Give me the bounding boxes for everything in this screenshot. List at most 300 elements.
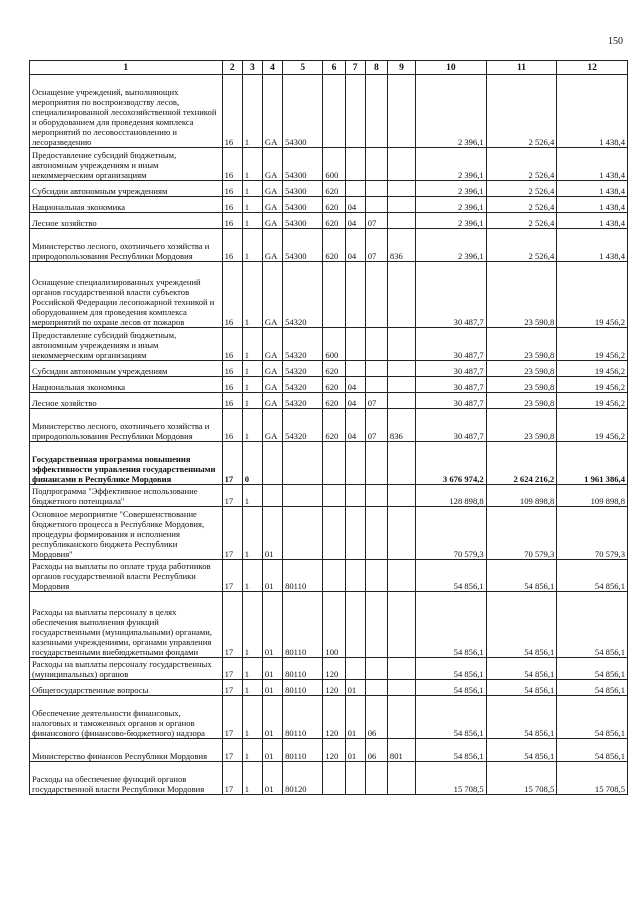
- cell-y3: 19 456,2: [557, 409, 628, 442]
- cell-mn: [387, 560, 415, 592]
- cell-y3: 15 708,5: [557, 762, 628, 795]
- cell-mn: [387, 507, 415, 560]
- cell-main: GA: [262, 377, 282, 393]
- page-number: 150: [608, 36, 623, 47]
- cell-y3: 54 856,1: [557, 739, 628, 762]
- cell-mn: [387, 485, 415, 507]
- cell-y2: 23 590,8: [486, 377, 557, 393]
- cell-sub: 1: [242, 328, 262, 361]
- cell-dir: 80110: [283, 560, 323, 592]
- cell-main: GA: [262, 213, 282, 229]
- cell-rz: 04: [345, 409, 365, 442]
- cell-mn: [387, 377, 415, 393]
- cell-y3: 1 438,4: [557, 148, 628, 181]
- cell-name: Лесное хозяйство: [30, 393, 223, 409]
- cell-rz: [345, 507, 365, 560]
- cell-main: [262, 485, 282, 507]
- cell-y3: 1 438,4: [557, 213, 628, 229]
- cell-dir: 54320: [283, 393, 323, 409]
- header-cell-dir: 5: [283, 61, 323, 75]
- cell-main: GA: [262, 148, 282, 181]
- cell-rz: [345, 262, 365, 328]
- cell-mn: [387, 148, 415, 181]
- cell-name: Оснащение учреждений, выполняющих мероприятия по воспроизводству лесов, специализированной лесохозяйственной техникой и оборудованием для проведения комплекса мероприятий по лесовосстановлению и лесоразведению: [30, 75, 223, 148]
- cell-glav: 16: [222, 328, 242, 361]
- table-row: [30, 592, 628, 658]
- cell-rz: [345, 560, 365, 592]
- cell-mn: [387, 262, 415, 328]
- header-cell-name: 1: [30, 61, 223, 75]
- cell-name: Предоставление субсидий бюджетным, автономным учреждениям и иным некоммерческим организациям: [30, 148, 223, 181]
- cell-vr: [323, 762, 345, 795]
- header-cell-pr: 8: [365, 61, 387, 75]
- cell-glav: 16: [222, 75, 242, 148]
- cell-y1: 30 487,7: [416, 328, 487, 361]
- cell-mn: [387, 328, 415, 361]
- cell-glav: 17: [222, 739, 242, 762]
- cell-main: 01: [262, 680, 282, 696]
- cell-y1: 54 856,1: [416, 592, 487, 658]
- cell-sub: 1: [242, 560, 262, 592]
- cell-mn: [387, 762, 415, 795]
- cell-rz: [345, 762, 365, 795]
- cell-y1: 2 396,1: [416, 75, 487, 148]
- header-cell-rz: 7: [345, 61, 365, 75]
- budget-table: [29, 60, 628, 795]
- cell-y1: 2 396,1: [416, 197, 487, 213]
- cell-sub: 0: [242, 442, 262, 485]
- cell-pr: [365, 762, 387, 795]
- table-row: [30, 213, 628, 229]
- cell-main: 01: [262, 592, 282, 658]
- cell-name: Субсидии автономным учреждениям: [30, 361, 223, 377]
- cell-glav: 17: [222, 485, 242, 507]
- cell-vr: 620: [323, 409, 345, 442]
- cell-y2: 23 590,8: [486, 262, 557, 328]
- cell-y2: 2 526,4: [486, 148, 557, 181]
- cell-vr: 120: [323, 658, 345, 680]
- cell-vr: 600: [323, 328, 345, 361]
- cell-y3: 19 456,2: [557, 328, 628, 361]
- cell-y3: 54 856,1: [557, 658, 628, 680]
- cell-y3: 1 961 386,4: [557, 442, 628, 485]
- cell-y1: 30 487,7: [416, 393, 487, 409]
- cell-mn: [387, 592, 415, 658]
- cell-main: GA: [262, 409, 282, 442]
- cell-y2: 15 708,5: [486, 762, 557, 795]
- cell-mn: [387, 213, 415, 229]
- cell-vr: [323, 75, 345, 148]
- cell-name: Государственная программа повышения эффективности управления государственными финансами в Республике Мордовия: [30, 442, 223, 485]
- cell-name: Министерство лесного, охотничьего хозяйства и природопользования Республики Мордовия: [30, 229, 223, 262]
- cell-glav: 17: [222, 560, 242, 592]
- table-row: [30, 393, 628, 409]
- cell-sub: 1: [242, 377, 262, 393]
- cell-dir: 80110: [283, 739, 323, 762]
- cell-pr: [365, 560, 387, 592]
- cell-sub: 1: [242, 696, 262, 739]
- header-cell-y1: 10: [416, 61, 487, 75]
- cell-dir: 80110: [283, 592, 323, 658]
- cell-sub: 1: [242, 361, 262, 377]
- cell-name: Расходы на выплаты по оплате труда работников органов государственной власти Республики Мордовия: [30, 560, 223, 592]
- cell-sub: 1: [242, 680, 262, 696]
- cell-y2: 2 526,4: [486, 75, 557, 148]
- cell-mn: [387, 696, 415, 739]
- cell-name: Субсидии автономным учреждениям: [30, 181, 223, 197]
- cell-dir: 54320: [283, 409, 323, 442]
- cell-vr: [323, 262, 345, 328]
- cell-dir: 80110: [283, 680, 323, 696]
- cell-glav: 17: [222, 442, 242, 485]
- cell-pr: 07: [365, 213, 387, 229]
- cell-main: GA: [262, 197, 282, 213]
- header-row: [30, 61, 628, 75]
- table-row: [30, 262, 628, 328]
- cell-main: 01: [262, 560, 282, 592]
- cell-sub: 1: [242, 262, 262, 328]
- cell-y2: 2 526,4: [486, 213, 557, 229]
- cell-y1: 54 856,1: [416, 680, 487, 696]
- cell-sub: 1: [242, 75, 262, 148]
- cell-dir: 80110: [283, 696, 323, 739]
- table-row: [30, 361, 628, 377]
- cell-main: GA: [262, 262, 282, 328]
- cell-mn: [387, 393, 415, 409]
- header-cell-mn: 9: [387, 61, 415, 75]
- table-row: [30, 409, 628, 442]
- table-row: [30, 680, 628, 696]
- cell-main: GA: [262, 361, 282, 377]
- cell-dir: 80110: [283, 658, 323, 680]
- cell-name: Основное мероприятие "Совершенствование бюджетного процесса в Республике Мордовия, процедуры формирования и исполнения республиканского бюджета Республики Мордовия": [30, 507, 223, 560]
- cell-sub: 1: [242, 485, 262, 507]
- cell-y1: 54 856,1: [416, 560, 487, 592]
- cell-y2: 70 579,3: [486, 507, 557, 560]
- header-cell-glav: 2: [222, 61, 242, 75]
- cell-y1: 30 487,7: [416, 409, 487, 442]
- cell-sub: 1: [242, 229, 262, 262]
- cell-y3: 54 856,1: [557, 592, 628, 658]
- cell-main: 01: [262, 696, 282, 739]
- cell-dir: [283, 442, 323, 485]
- cell-pr: 06: [365, 696, 387, 739]
- table-row: [30, 197, 628, 213]
- cell-main: 01: [262, 658, 282, 680]
- cell-sub: 1: [242, 148, 262, 181]
- cell-rz: 04: [345, 377, 365, 393]
- cell-pr: [365, 680, 387, 696]
- cell-dir: 54300: [283, 181, 323, 197]
- cell-vr: 620: [323, 213, 345, 229]
- cell-sub: 1: [242, 197, 262, 213]
- cell-name: Предоставление субсидий бюджетным, автономным учреждениям и иным некоммерческим организациям: [30, 328, 223, 361]
- cell-pr: [365, 507, 387, 560]
- cell-y2: 23 590,8: [486, 328, 557, 361]
- cell-rz: [345, 485, 365, 507]
- cell-vr: 620: [323, 181, 345, 197]
- cell-pr: [365, 592, 387, 658]
- cell-y1: 2 396,1: [416, 229, 487, 262]
- cell-vr: 600: [323, 148, 345, 181]
- cell-name: Расходы на выплаты персоналу государственных (муниципальных) органов: [30, 658, 223, 680]
- cell-rz: 01: [345, 680, 365, 696]
- table-row: [30, 181, 628, 197]
- cell-dir: 54300: [283, 197, 323, 213]
- cell-vr: 620: [323, 361, 345, 377]
- cell-mn: [387, 181, 415, 197]
- cell-mn: [387, 680, 415, 696]
- cell-glav: 16: [222, 262, 242, 328]
- cell-pr: 07: [365, 393, 387, 409]
- cell-glav: 16: [222, 213, 242, 229]
- cell-name: Обеспечение деятельности финансовых, налоговых и таможенных органов и органов финансового (финансово-бюджетного) надзора: [30, 696, 223, 739]
- cell-glav: 17: [222, 592, 242, 658]
- cell-y3: 1 438,4: [557, 197, 628, 213]
- cell-vr: [323, 507, 345, 560]
- cell-y1: 3 676 974,2: [416, 442, 487, 485]
- cell-pr: [365, 148, 387, 181]
- cell-pr: [365, 328, 387, 361]
- cell-rz: 04: [345, 393, 365, 409]
- table-row: [30, 696, 628, 739]
- cell-name: Министерство лесного, охотничьего хозяйства и природопользования Республики Мордовия: [30, 409, 223, 442]
- cell-sub: 1: [242, 409, 262, 442]
- cell-pr: 07: [365, 409, 387, 442]
- cell-y3: 1 438,4: [557, 229, 628, 262]
- cell-dir: 54320: [283, 377, 323, 393]
- table-row: [30, 148, 628, 181]
- cell-sub: 1: [242, 739, 262, 762]
- cell-mn: [387, 361, 415, 377]
- cell-glav: 16: [222, 377, 242, 393]
- cell-name: Оснащение специализированных учреждений органов государственной власти субъектов Российской Федерации лесопожарной техникой и оборудованием для проведения комплекса мероприятий по охране лесов от пожаров: [30, 262, 223, 328]
- cell-glav: 16: [222, 409, 242, 442]
- cell-y1: 30 487,7: [416, 361, 487, 377]
- cell-vr: 620: [323, 197, 345, 213]
- header-cell-y3: 12: [557, 61, 628, 75]
- cell-dir: 80120: [283, 762, 323, 795]
- cell-dir: 54300: [283, 229, 323, 262]
- cell-rz: [345, 658, 365, 680]
- cell-vr: [323, 485, 345, 507]
- cell-glav: 16: [222, 361, 242, 377]
- cell-main: GA: [262, 229, 282, 262]
- cell-y2: 2 526,4: [486, 181, 557, 197]
- cell-vr: [323, 560, 345, 592]
- cell-name: Лесное хозяйство: [30, 213, 223, 229]
- table-row: [30, 328, 628, 361]
- cell-sub: 1: [242, 658, 262, 680]
- cell-main: GA: [262, 75, 282, 148]
- header-cell-main: 4: [262, 61, 282, 75]
- cell-rz: [345, 75, 365, 148]
- table-row: [30, 658, 628, 680]
- cell-main: [262, 442, 282, 485]
- cell-main: GA: [262, 393, 282, 409]
- cell-dir: [283, 485, 323, 507]
- cell-pr: [365, 485, 387, 507]
- cell-mn: 801: [387, 739, 415, 762]
- cell-name: Расходы на выплаты персоналу в целях обеспечения выполнения функций государственными (муниципальными) органами, казенными учреждениями, органами управления государственными внебюджетными фондами: [30, 592, 223, 658]
- cell-glav: 17: [222, 680, 242, 696]
- cell-pr: 06: [365, 739, 387, 762]
- cell-y3: 54 856,1: [557, 680, 628, 696]
- cell-pr: [365, 197, 387, 213]
- cell-glav: 16: [222, 229, 242, 262]
- cell-glav: 16: [222, 197, 242, 213]
- table-row: [30, 762, 628, 795]
- cell-dir: 54300: [283, 148, 323, 181]
- header-cell-vr: 6: [323, 61, 345, 75]
- table-row: [30, 485, 628, 507]
- cell-mn: 836: [387, 229, 415, 262]
- cell-rz: 04: [345, 197, 365, 213]
- cell-y2: 54 856,1: [486, 560, 557, 592]
- cell-glav: 16: [222, 393, 242, 409]
- cell-vr: 620: [323, 377, 345, 393]
- cell-name: Национальная экономика: [30, 197, 223, 213]
- table-row: [30, 560, 628, 592]
- cell-sub: 1: [242, 507, 262, 560]
- header-cell-y2: 11: [486, 61, 557, 75]
- cell-dir: 54300: [283, 213, 323, 229]
- cell-sub: 1: [242, 213, 262, 229]
- cell-y3: 70 579,3: [557, 507, 628, 560]
- cell-y2: 54 856,1: [486, 658, 557, 680]
- cell-y3: 1 438,4: [557, 75, 628, 148]
- cell-glav: 17: [222, 658, 242, 680]
- cell-y1: 2 396,1: [416, 213, 487, 229]
- cell-sub: 1: [242, 592, 262, 658]
- cell-rz: [345, 328, 365, 361]
- table-row: [30, 377, 628, 393]
- cell-rz: [345, 148, 365, 181]
- cell-y1: 30 487,7: [416, 377, 487, 393]
- cell-rz: [345, 181, 365, 197]
- cell-rz: [345, 361, 365, 377]
- cell-main: GA: [262, 181, 282, 197]
- cell-y2: 2 526,4: [486, 197, 557, 213]
- cell-name: Национальная экономика: [30, 377, 223, 393]
- cell-y3: 109 898,8: [557, 485, 628, 507]
- cell-glav: 16: [222, 181, 242, 197]
- cell-mn: [387, 75, 415, 148]
- cell-y1: 2 396,1: [416, 181, 487, 197]
- cell-mn: [387, 442, 415, 485]
- cell-vr: 620: [323, 229, 345, 262]
- cell-glav: 17: [222, 507, 242, 560]
- cell-sub: 1: [242, 762, 262, 795]
- cell-y2: 23 590,8: [486, 409, 557, 442]
- cell-dir: 54320: [283, 262, 323, 328]
- cell-y2: 23 590,8: [486, 361, 557, 377]
- cell-name: Подпрограмма "Эффективное использование бюджетного потенциала": [30, 485, 223, 507]
- cell-sub: 1: [242, 181, 262, 197]
- cell-vr: 120: [323, 696, 345, 739]
- cell-vr: 120: [323, 680, 345, 696]
- cell-rz: 01: [345, 739, 365, 762]
- cell-y2: 54 856,1: [486, 696, 557, 739]
- cell-rz: 04: [345, 229, 365, 262]
- cell-y3: 54 856,1: [557, 560, 628, 592]
- cell-name: Министерство финансов Республики Мордовия: [30, 739, 223, 762]
- cell-y3: 19 456,2: [557, 393, 628, 409]
- cell-main: GA: [262, 328, 282, 361]
- cell-pr: [365, 442, 387, 485]
- cell-y1: 70 579,3: [416, 507, 487, 560]
- cell-y1: 128 898,8: [416, 485, 487, 507]
- cell-y2: 2 526,4: [486, 229, 557, 262]
- cell-glav: 17: [222, 762, 242, 795]
- cell-dir: 54300: [283, 75, 323, 148]
- cell-y3: 19 456,2: [557, 262, 628, 328]
- cell-main: 01: [262, 739, 282, 762]
- cell-dir: 54320: [283, 361, 323, 377]
- cell-main: 01: [262, 762, 282, 795]
- cell-y3: 19 456,2: [557, 377, 628, 393]
- cell-rz: 01: [345, 696, 365, 739]
- table-row: [30, 739, 628, 762]
- cell-y1: 2 396,1: [416, 148, 487, 181]
- cell-y2: 2 624 216,2: [486, 442, 557, 485]
- cell-y3: 1 438,4: [557, 181, 628, 197]
- cell-y3: 19 456,2: [557, 361, 628, 377]
- cell-mn: 836: [387, 409, 415, 442]
- cell-y1: 54 856,1: [416, 696, 487, 739]
- cell-vr: 620: [323, 393, 345, 409]
- cell-y1: 30 487,7: [416, 262, 487, 328]
- cell-rz: [345, 442, 365, 485]
- cell-pr: [365, 361, 387, 377]
- cell-y2: 54 856,1: [486, 680, 557, 696]
- table-row: [30, 442, 628, 485]
- header-cell-sub: 3: [242, 61, 262, 75]
- cell-y2: 54 856,1: [486, 592, 557, 658]
- cell-pr: [365, 181, 387, 197]
- cell-glav: 16: [222, 148, 242, 181]
- cell-pr: [365, 75, 387, 148]
- cell-y1: 15 708,5: [416, 762, 487, 795]
- cell-vr: 100: [323, 592, 345, 658]
- cell-pr: [365, 377, 387, 393]
- cell-main: 01: [262, 507, 282, 560]
- cell-vr: [323, 442, 345, 485]
- cell-y3: 54 856,1: [557, 696, 628, 739]
- cell-sub: 1: [242, 393, 262, 409]
- cell-rz: 04: [345, 213, 365, 229]
- cell-y2: 109 898,8: [486, 485, 557, 507]
- cell-dir: [283, 507, 323, 560]
- cell-mn: [387, 658, 415, 680]
- cell-vr: 120: [323, 739, 345, 762]
- cell-pr: 07: [365, 229, 387, 262]
- cell-mn: [387, 197, 415, 213]
- table-row: [30, 229, 628, 262]
- cell-rz: [345, 592, 365, 658]
- cell-y1: 54 856,1: [416, 658, 487, 680]
- cell-pr: [365, 262, 387, 328]
- table-row: [30, 507, 628, 560]
- cell-name: Расходы на обеспечение функций органов государственной власти Республики Мордовия: [30, 762, 223, 795]
- cell-glav: 17: [222, 696, 242, 739]
- cell-dir: 54320: [283, 328, 323, 361]
- cell-pr: [365, 658, 387, 680]
- table-row: [30, 75, 628, 148]
- cell-y2: 54 856,1: [486, 739, 557, 762]
- cell-y2: 23 590,8: [486, 393, 557, 409]
- cell-name: Общегосударственные вопросы: [30, 680, 223, 696]
